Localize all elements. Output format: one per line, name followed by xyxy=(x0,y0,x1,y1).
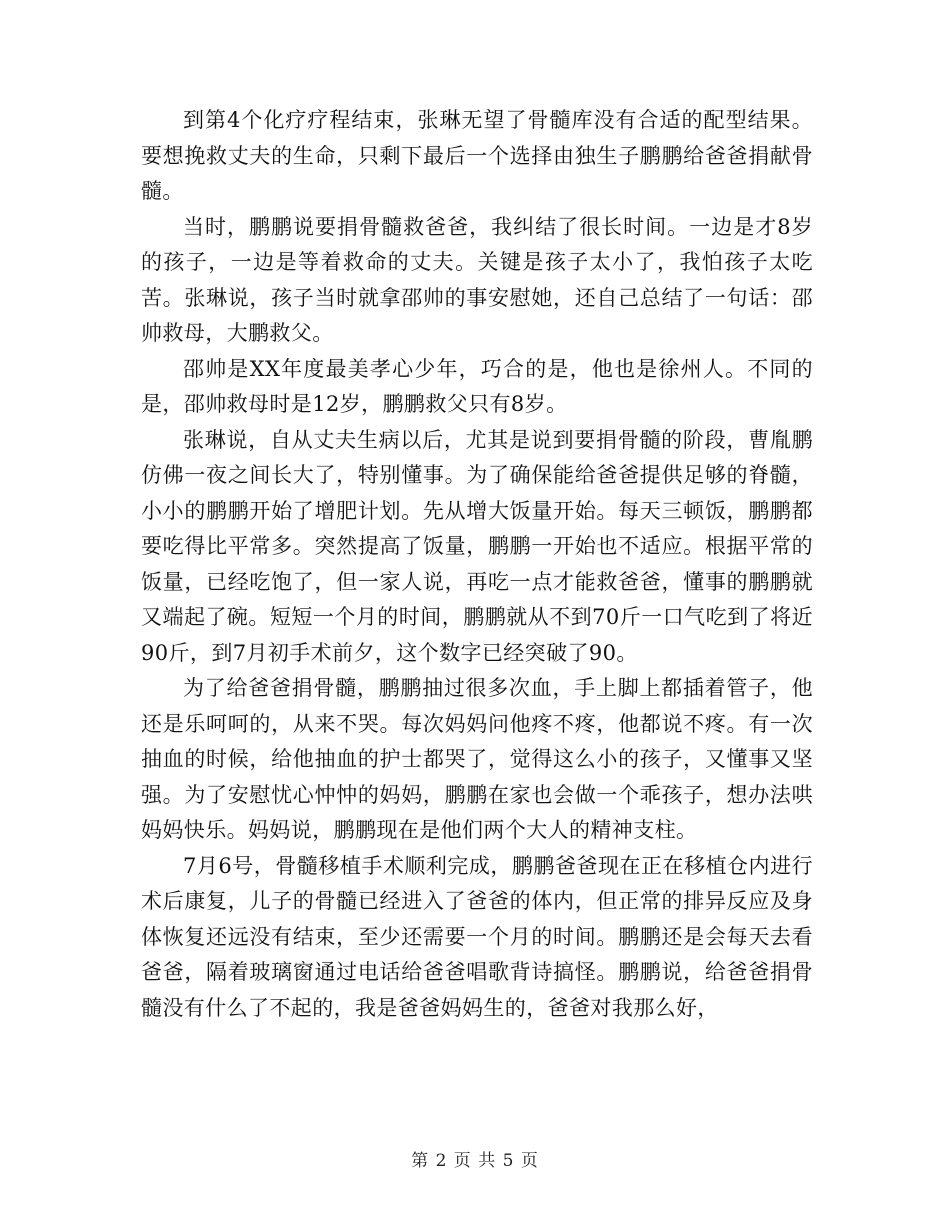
page-number-label: 第 2 页 共 5 页 xyxy=(411,1151,539,1171)
paragraph-5: 为了给爸爸捐骨髓，鹏鹏抽过很多次血，手上脚上都插着管子，他还是乐呵呵的，从来不哭。每次妈妈问他疼不疼，他都说不疼。有一次抽血的时候，给他抽血的护士都哭了，觉得这么小的孩子，又懂事又坚强。为了安慰忧心忡忡的妈妈，鹏鹏在家也会做一个乖孩子，想办法哄妈妈快乐。妈妈说，鹏鹏现在是他们两个大人的精神支柱。 xyxy=(141,676,813,842)
page-footer xyxy=(0,1146,950,1171)
paragraph-2: 当时，鹏鹏说要捐骨髓救爸爸，我纠结了很长时间。一边是才8岁的孩子，一边是等着救命的丈夫。关键是孩子太小了，我怕孩子太吃苦。张琳说，孩子当时就拿邵帅的事安慰她，还自己总结了一句话：邵帅救母，大鹏救父。 xyxy=(141,214,813,345)
paragraph-6: 7月6号，骨髓移植手术顺利完成，鹏鹏爸爸现在正在移植仓内进行术后康复，儿子的骨髓已经进入了爸爸的体内，但正常的排异反应及身体恢复还远没有结束，至少还需要一个月的时间。鹏鹏还是会每天去看爸爸，隔着玻璃窗通过电话给爸爸唱歌背诗搞怪。鹏鹏说，给爸爸捐骨髓没有什么了不起的，我是爸爸妈妈生的，爸爸对我那么好， xyxy=(141,853,813,1020)
paragraph-1: 到第4个化疗疗程结束，张琳无望了骨髓库没有合适的配型结果。要想挽救丈夫的生命，只剩下最后一个选择由独生子鹏鹏给爸爸捐献骨髓。 xyxy=(141,108,813,203)
paragraph-3: 邵帅是XX年度最美孝心少年，巧合的是，他也是徐州人。不同的是，邵帅救母时是12岁，鹏鹏救父只有8岁。 xyxy=(141,356,813,416)
document-body xyxy=(141,103,813,1026)
paragraph-4: 张琳说，自从丈夫生病以后，尤其是说到要捐骨髓的阶段，曹胤鹏仿佛一夜之间长大了，特别懂事。为了确保能给爸爸提供足够的脊髓，小小的鹏鹏开始了增肥计划。先从增大饭量开始。每天三顿饭，鹏鹏都要吃得比平常多。突然提高了饭量，鹏鹏一开始也不适应。根据平常的饭量，已经吃饱了，但一家人说，再吃一点才能救爸爸，懂事的鹏鹏就又端起了碗。短短一个月的时间，鹏鹏就从不到70斤一口气吃到了将近90斤，到7月初手术前夕，这个数字已经突破了90。 xyxy=(141,427,813,665)
